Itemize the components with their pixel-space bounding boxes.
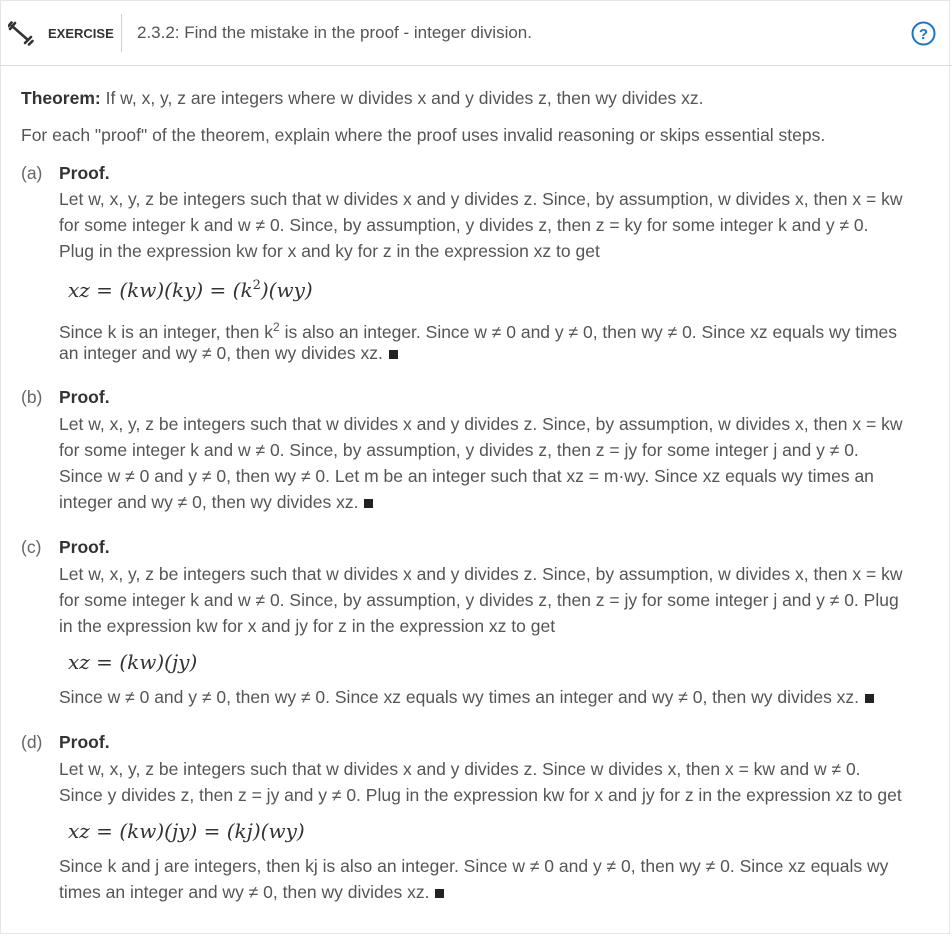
question-circle-icon[interactable] xyxy=(911,21,936,46)
proof-c-label: (c) xyxy=(21,537,42,557)
proof-d-label: (d) xyxy=(21,732,43,752)
proof-d-heading: Proof. xyxy=(59,732,110,752)
proof-b-line-1: Let w, x, y, z be integers such that w divides x and y divides z. Since, by assumption, w divides x, then x = kw xyxy=(59,414,903,434)
qed-square-icon xyxy=(389,350,398,359)
proof-a-after-line-1: Since k is an integer, then $k^2$ is also an integer. Since w ≠ 0 and y ≠ 0, then wy ≠ 0. Since xz equals wy times xyxy=(59,320,898,342)
theorem-statement xyxy=(21,87,703,109)
proof-c-line-1: Let w, x, y, z be integers such that w divides x and y divides z. Since, by assumption, w divides x, then x = kw xyxy=(59,564,903,584)
proof-a-line-2: for some integer k and w ≠ 0. Since, by assumption, y divides z, then z = ky for some integer k and y ≠ 0. xyxy=(59,215,869,235)
exercise-header xyxy=(0,0,952,66)
qed-square-icon xyxy=(865,694,874,703)
proof-c-after-line-1: Since w ≠ 0 and y ≠ 0, then wy ≠ 0. Since xz equals wy times an integer and wy ≠ 0, then wy divides xz. xyxy=(59,686,874,708)
svg-text:?: ? xyxy=(918,26,929,43)
proof-b-line-4: integer and wy ≠ 0, then wy divides xz. xyxy=(59,491,373,513)
proof-d-line-1: Let w, x, y, z be integers such that w divides x and y divides z. Since w divides x, then x = kw and w ≠ 0. xyxy=(59,759,861,779)
proof-c-heading: Proof. xyxy=(59,537,110,557)
exercise-title: 2.3.2: Find the mistake in the proof - integer division. xyxy=(137,23,532,42)
proof-c-line-2: for some integer k and w ≠ 0. Since, by assumption, y divides z, then z = jy for some integer j and y ≠ 0. Plug xyxy=(59,590,899,610)
header-divider xyxy=(121,14,122,52)
proof-d-after-line-1: Since k and j are integers, then kj is also an integer. Since w ≠ 0 and y ≠ 0, then wy ≠ 0. Since xz equals wy xyxy=(59,856,889,876)
proof-a-equation: xz = $(kw)(ky) = (k^2)(wy)$ xyxy=(68,278,313,302)
proof-b-heading: Proof. xyxy=(59,387,110,407)
proof-c-line-3: in the expression kw for x and jy for z in the expression xz to get xyxy=(59,616,556,636)
proof-a-label: (a) xyxy=(21,163,43,183)
proof-a-line-3: Plug in the expression kw for x and ky for z in the expression xz to get xyxy=(59,241,600,261)
theorem-text: If w, x, y, z are integers where w divides x and y divides z, then wy divides xz. xyxy=(100,88,704,108)
proof-a-line-1: Let w, x, y, z be integers such that w divides x and y divides z. Since, by assumption, w divides x, then x = kw xyxy=(59,189,903,209)
proof-a-after-line-2: an integer and wy ≠ 0, then wy divides xz. xyxy=(59,342,398,364)
qed-square-icon xyxy=(364,499,373,508)
proof-d-equation: xz = (kw)(jy) = (kj)(wy) xyxy=(68,819,305,843)
proof-b-label: (b) xyxy=(21,387,43,407)
proof-d-after-line-2: times an integer and wy ≠ 0, then wy divides xz. xyxy=(59,881,444,903)
proof-a-heading: Proof. xyxy=(59,163,110,183)
qed-square-icon xyxy=(435,889,444,898)
proof-b-line-2: for some integer k and w ≠ 0. Since, by assumption, y divides z, then z = jy for some integer j and y ≠ 0. xyxy=(59,440,859,460)
theorem-label: Theorem: xyxy=(21,88,101,108)
exercise-label: EXERCISE xyxy=(48,26,114,41)
proof-d-line-2: Since y divides z, then z = jy and y ≠ 0. Plug in the expression kw for x and jy for z in the expression xz to get xyxy=(59,785,902,805)
proof-c-equation: xz = (kw)(jy) xyxy=(68,650,198,674)
instruction-text: For each "proof" of the theorem, explain where the proof uses invalid reasoning or skips essential steps. xyxy=(21,125,826,145)
proof-b-line-3: Since w ≠ 0 and y ≠ 0, then wy ≠ 0. Let m be an integer such that xz = m·wy. Since xz equals wy times an xyxy=(59,466,874,486)
dumbbell-icon xyxy=(8,20,34,46)
